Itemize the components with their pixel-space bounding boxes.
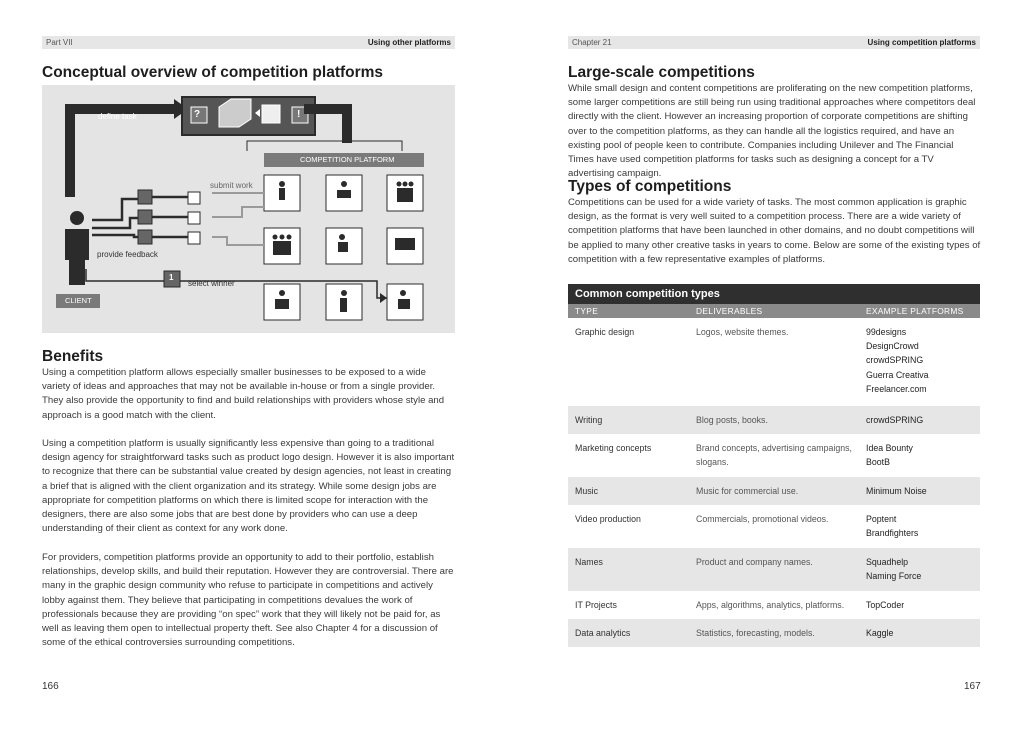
row-deliverables: Blog posts, books. [696, 415, 768, 425]
row-platforms: 99designs DesignCrowd crowdSPRING Guerra Creativa Freelancer.com [866, 327, 929, 394]
row-type: IT Projects [575, 600, 617, 610]
row-deliverables: Product and company names. [696, 557, 813, 567]
row-platforms: Minimum Noise [866, 486, 927, 496]
finished-cube-icon [262, 105, 280, 123]
table-row [568, 505, 980, 548]
diagram-graphic [42, 85, 455, 333]
types-paragraph: Competitions can be used for a wide variety of tasks. The most common application is graphic design, as the format is very well suited to a competition process. There are a wide variety of competition platforms that have been launched in other domains, and no doubt competitions will be applied to many other creative tasks in years to come. Below are some of the existing types of competition with a few representative examples of platforms. [568, 197, 981, 265]
cube-icon [219, 99, 251, 127]
col-header-deliverables: DELIVERABLES [696, 306, 763, 316]
submit-work-arrows [212, 193, 264, 245]
row-deliverables: Music for commercial use. [696, 486, 799, 496]
row-platforms: Kaggle [866, 628, 894, 638]
exclamation-glyph: ! [297, 109, 301, 120]
competition-types-table [568, 284, 980, 647]
table-row [568, 318, 980, 406]
table-row [568, 477, 980, 505]
select-winner-label: select winner [188, 279, 235, 288]
table-title: Common competition types [568, 284, 980, 304]
diagram-heading: Conceptual overview of competition platforms [42, 64, 384, 81]
question-mark-glyph: ? [194, 109, 201, 120]
row-deliverables: Statistics, forecasting, models. [696, 628, 815, 638]
types-heading: Types of competitions [568, 178, 732, 195]
row-platforms: Idea Bounty BootB [866, 443, 913, 468]
client-label: CLIENT [65, 296, 92, 305]
benefits-paragraph-2: Using a competition platform is usually significantly less expensive than going to a traditional design agency for straightforward tasks such as product logo design. However it is also important to recognize that there can be substantial value created by design agencies, not least in creating a brief that is aligned with the client organization and its strategy. While some design jobs are appropriate for competition platforms on which there is limited scope for interaction with the designers, there are also some jobs that are best done by providers who can use a deep understanding of their client as context for any work done. [42, 438, 455, 535]
table-row [568, 406, 980, 434]
row-deliverables: Apps, algorithms, analytics, platforms. [696, 600, 845, 610]
header-section: Using other platforms [367, 38, 451, 47]
competition-platform-diagram [42, 85, 455, 333]
row-type: Graphic design [575, 327, 635, 337]
row-type: Names [575, 557, 603, 567]
large-scale-heading: Large-scale competitions [568, 64, 755, 81]
winner-number: 1 [169, 273, 174, 282]
competition-platform-label: COMPETITION PLATFORM [300, 155, 395, 164]
running-header-right [568, 36, 980, 49]
col-header-type: TYPE [575, 306, 599, 316]
row-type: Video production [575, 514, 641, 524]
provide-feedback-label: provide feedback [97, 250, 158, 259]
table-row [568, 591, 980, 619]
table-row [568, 619, 980, 647]
header-part: Part VII [46, 38, 73, 47]
row-platforms: TopCoder [866, 600, 905, 610]
table-row [568, 548, 980, 591]
header-chapter: Chapter 21 [572, 38, 612, 47]
header-chapter-title: Using competition platforms [867, 38, 976, 47]
row-type: Data analytics [575, 628, 631, 638]
row-deliverables: Brand concepts, advertising campaigns, slogans. [696, 443, 852, 468]
row-type: Marketing concepts [575, 443, 652, 453]
submit-work-label: submit work [210, 181, 253, 190]
left-page [0, 0, 511, 731]
row-deliverables: Commercials, promotional videos. [696, 514, 829, 524]
row-deliverables: Logos, website themes. [696, 327, 789, 337]
benefits-paragraph-1: Using a competition platform allows especially smaller businesses to be exposed to a wide variety of ideas and approaches that may not be available in-house or from a single provider. They also provide the opportunity to find and build relationships with providers whose style and approach is a good match with the client. [42, 367, 445, 421]
row-type: Music [575, 486, 598, 496]
define-task-label: define task [98, 112, 137, 121]
running-header-left [42, 36, 455, 49]
col-header-platforms: EXAMPLE PLATFORMS [866, 306, 964, 316]
table-row [568, 434, 980, 477]
benefits-heading: Benefits [42, 348, 104, 365]
row-platforms: crowdSPRING [866, 415, 924, 425]
large-scale-paragraph: While small design and content competitions are proliferating on the new competition platforms, some larger competitions are still being run using traditional approaches where competitors deal directly with the client. However an increasing proportion of corporate competitions are shifting over to the competition platforms, as they can handle all the logistics required, and have an existing pool of people keen to contribute. Companies including Unilever and The Financial Times have used competition platforms for tasks such as designing a concept for a TV advertising campaign. [568, 83, 976, 180]
table-header-row [568, 304, 980, 318]
define-task-arrow [70, 109, 174, 197]
page-number-left: 166 [42, 681, 59, 692]
row-platforms: Squadhelp Naming Force [866, 557, 922, 582]
row-type: Writing [575, 415, 603, 425]
page-number-right: 167 [964, 681, 981, 692]
row-platforms: Poptent Brandfighters [866, 514, 919, 539]
benefits-paragraph-3: For providers, competition platforms provide an opportunity to add to their portfolio, establish relationships, develop skills, and build their reputation. However they are controversial. There are many in the graphic design community who refuse to participate in competitions and actively lobby against them. They believe that participating in competitions devalues the work of professionals because they are providing “on spec” work that they will likely not be paid for, as well as leaving them open to intellectual property theft. See also Chapter 4 for a discussion of some of the ethical controversies surrounding competitions. [42, 552, 454, 649]
